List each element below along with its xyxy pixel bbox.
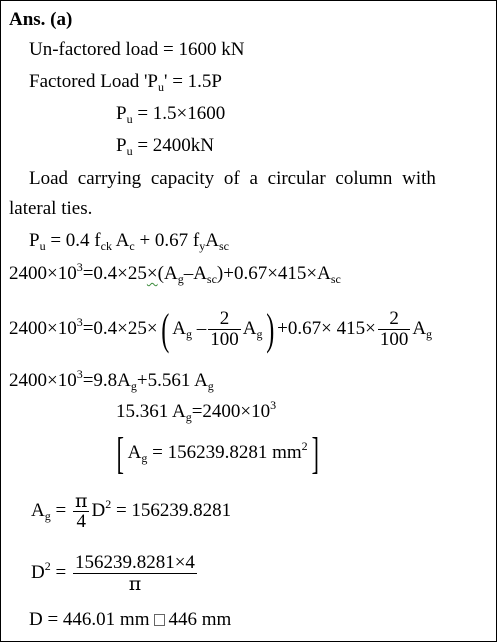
sub-u: u — [126, 112, 133, 126]
substitution-equation — [9, 260, 341, 286]
exp-3: 3 — [76, 367, 83, 381]
exp-2: 2 — [105, 497, 112, 511]
sub-g: g — [426, 327, 433, 341]
eq8-d: D — [31, 562, 45, 583]
load-capacity-text-2: lateral ties. — [9, 198, 93, 219]
exp-3: 3 — [270, 398, 277, 412]
factored-load-line — [29, 71, 222, 93]
pi-num: π — [74, 490, 88, 513]
eq3-ag3: A — [412, 318, 427, 339]
eq5-part-a: 15.361 A — [116, 401, 186, 422]
eq1-part-a: = 0.4 f — [45, 230, 101, 251]
sub-g: g — [177, 272, 184, 286]
eq7-ag: A — [31, 500, 45, 521]
eq6-ag: A — [127, 442, 142, 463]
sub-c: c — [129, 239, 135, 253]
eq4-part-c: +5.561 A — [136, 370, 208, 391]
fraction-2-over-100 — [208, 309, 241, 350]
factored-load-text-a: Factored Load 'P — [29, 71, 159, 92]
eq4-part-a: 2400×10 — [9, 370, 77, 391]
eq8-den: π — [128, 573, 142, 596]
sub-g: g — [256, 327, 263, 341]
diameter-result — [29, 609, 231, 631]
frac-num: 2 — [208, 309, 241, 330]
sub-g: g — [186, 327, 193, 341]
frac-den: 100 — [210, 329, 239, 351]
diameter-squared — [31, 551, 199, 595]
eq4-part-b: =9.8A — [82, 370, 131, 391]
eq9-rounded: 446 mm — [168, 609, 232, 630]
sub-u: u — [158, 80, 165, 94]
fraction-diameter — [73, 553, 197, 594]
eq2-part-a: 2400×10 — [9, 263, 77, 284]
right-paren: ) — [265, 304, 274, 354]
sub-g: g — [44, 509, 51, 523]
eq2-part-c: (A — [157, 263, 178, 284]
answer-label: Ans. (a) — [9, 9, 73, 30]
sub-g: g — [207, 379, 214, 393]
eq7-d: D — [91, 500, 106, 521]
fraction-pi-over-4 — [73, 491, 90, 532]
sub-g: g — [185, 410, 192, 424]
sub-u: u — [39, 239, 46, 253]
approx-glyph-box — [154, 614, 165, 626]
eq7-equals: = — [50, 500, 71, 521]
sub-sc: sc — [206, 272, 217, 286]
exp-2: 2 — [44, 559, 51, 573]
eq2-underlined-times: × — [146, 263, 158, 284]
four-den: 4 — [76, 511, 86, 533]
eq2-part-e: )+0.67×415×A — [216, 263, 331, 284]
exp-3: 3 — [76, 315, 83, 329]
eq1-part-b: A — [111, 230, 130, 251]
eq3-part-a: 2400×10 — [9, 318, 77, 339]
eq3-ag: A — [172, 318, 187, 339]
eq2-part-d: –A — [183, 263, 207, 284]
eq1-part-d: A — [205, 230, 219, 251]
unfactored-load-line — [29, 39, 244, 61]
eq6-value: = 156239.8281 mm — [147, 442, 302, 463]
sub-u: u — [126, 144, 133, 158]
simplified-equation — [9, 367, 214, 393]
frac-den-b: 100 — [379, 329, 409, 351]
left-bracket: [ — [116, 428, 124, 478]
eq3-minus: – — [196, 318, 207, 339]
left-paren: ( — [160, 304, 169, 354]
eq7-value: = 156239.8281 — [111, 500, 232, 521]
eq2-part-b: =0.4×25 — [82, 263, 147, 284]
eq3-part-c: +0.67× 415× — [277, 318, 376, 339]
eq8-num: 156239.8281×4 — [74, 552, 195, 574]
combined-equation — [116, 398, 277, 424]
right-bracket: ] — [311, 428, 319, 478]
eq1-part-c: + 0.67 f — [134, 230, 200, 251]
sub-sc: sc — [330, 272, 341, 286]
sub-g: g — [141, 451, 148, 465]
fraction-2-over-100-b — [378, 309, 411, 350]
eq8-equals: = — [50, 562, 71, 583]
unfactored-load-text: Un-factored load = 1600 kN — [29, 39, 245, 60]
pu-line-2: $P_u = 2400kN$ — [116, 135, 215, 158]
expanded-equation — [9, 304, 433, 354]
exp-2: 2 — [301, 439, 308, 453]
sub-ck: ck — [100, 239, 112, 253]
eq5-part-b: =2400×10 — [191, 401, 271, 422]
capacity-equation: $P_u = 0.4$ $f_{ck}$ $A_c + 0.67$ $f_yA_{sc}$ — [29, 230, 229, 253]
ag-result — [113, 428, 322, 478]
pu-value-2: = 2400kN — [132, 135, 215, 156]
load-capacity-text-1: Load carrying capacity of a circular column with — [29, 168, 436, 189]
sub-sc: sc — [219, 239, 229, 253]
exp-3: 3 — [76, 260, 83, 274]
pu-value-1: = 1.5×1600 — [132, 103, 226, 124]
pu-line-1: $P_u = 1.5\times 1600$ — [116, 103, 226, 126]
sub-g: g — [130, 379, 137, 393]
eq3-part-b: =0.4×25× — [82, 318, 158, 339]
sub-y: y — [199, 239, 206, 253]
frac-num-b: 2 — [378, 309, 411, 330]
factored-load-text-b: ' = 1.5P — [164, 71, 222, 92]
area-formula — [31, 489, 231, 533]
eq9-value: D = 446.01 mm — [29, 609, 150, 630]
eq3-ag2: A — [242, 318, 257, 339]
